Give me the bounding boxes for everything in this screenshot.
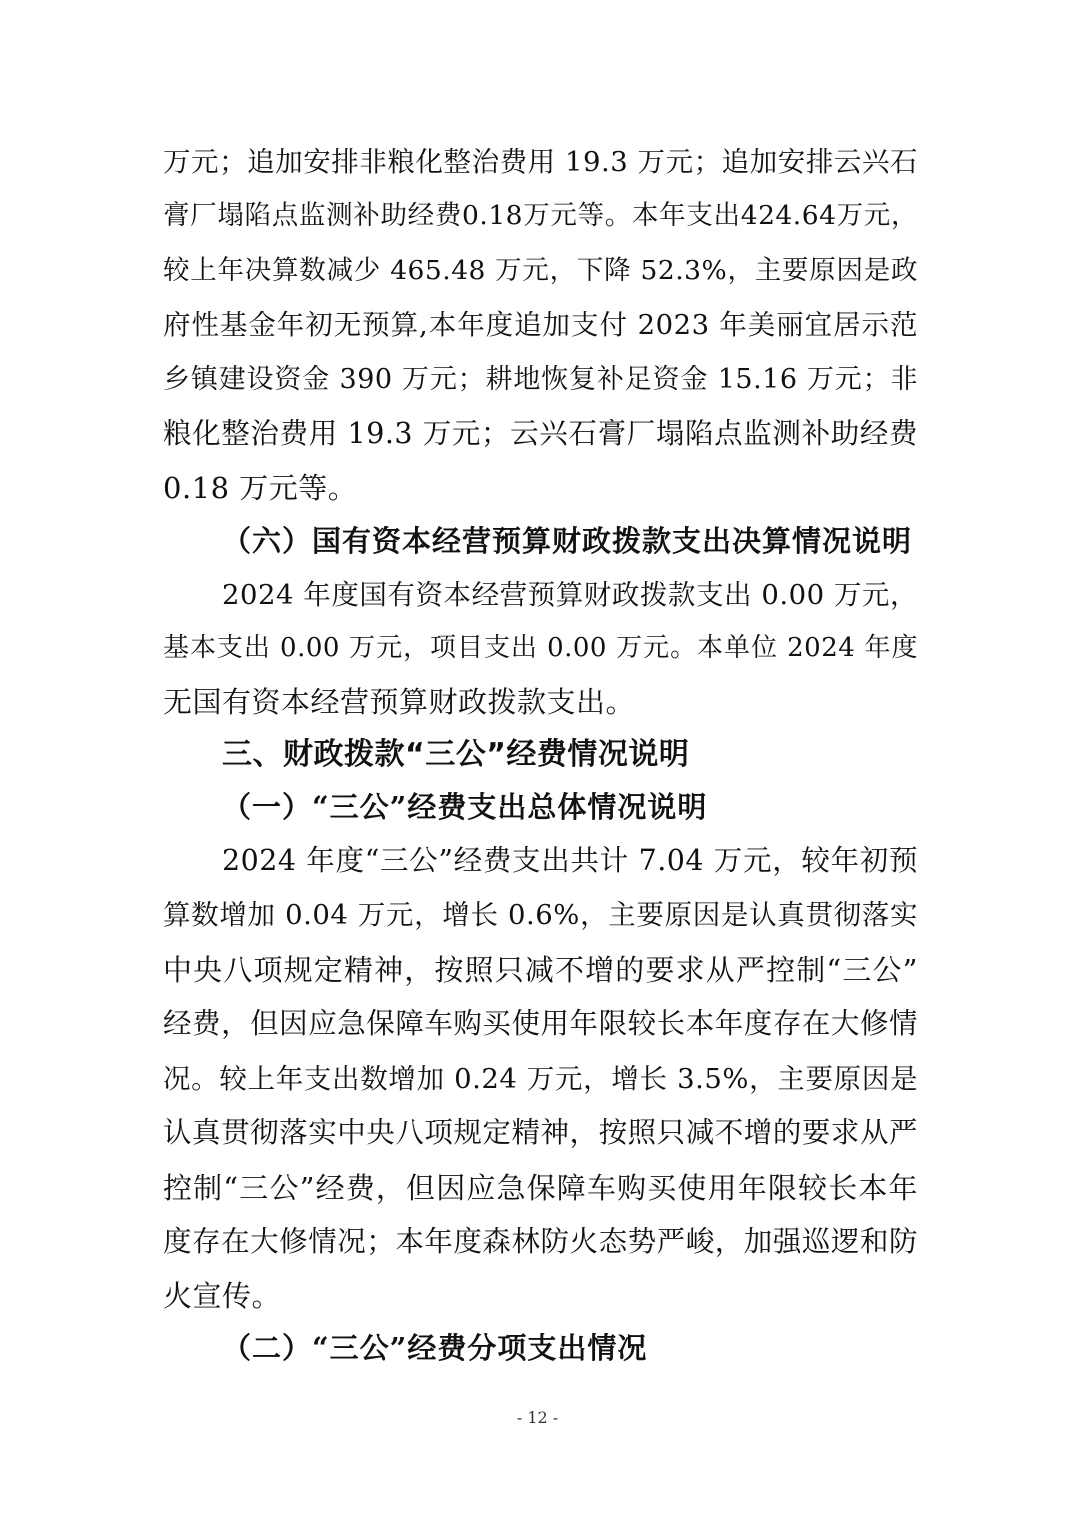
paragraph-line: 粮化整治费用 19.3 万元；云兴石膏厂塌陷点监测补助经费 bbox=[163, 417, 918, 450]
page-number: - 12 - bbox=[516, 1408, 559, 1427]
paragraph-line: 膏厂塌陷点监测补助经费0.18万元等。本年支出424.64万元， bbox=[163, 200, 918, 231]
paragraph-line: 较上年决算数减少 465.48 万元，下降 52.3%，主要原因是政 bbox=[163, 255, 918, 286]
paragraph-line: 中央八项规定精神，按照只减不增的要求从严控制“三公” bbox=[163, 953, 918, 987]
paragraph-line: 无国有资本经营预算财政拨款支出。 bbox=[163, 685, 636, 719]
paragraph-line: 度存在大修情况；本年度森林防火态势严峻，加强巡逻和防 bbox=[163, 1225, 918, 1258]
paragraph-line: 乡镇建设资金 390 万元；耕地恢复补足资金 15.16 万元；非 bbox=[163, 364, 918, 395]
paragraph-line: 算数增加 0.04 万元，增长 0.6%，主要原因是认真贯彻落实 bbox=[163, 899, 918, 931]
paragraph-line: 经费，但因应急保障车购买使用年限较长本年度存在大修情 bbox=[163, 1007, 918, 1040]
subsection-heading-1: （一）“三公”经费支出总体情况说明 bbox=[222, 790, 708, 824]
section-heading-6: （六）国有资本经营预算财政拨款支出决算情况说明 bbox=[222, 524, 913, 558]
subsection-heading-2: （二）“三公”经费分项支出情况 bbox=[222, 1331, 648, 1365]
paragraph-line: 府性基金年初无预算,本年度追加支付 2023 年美丽宜居示范 bbox=[163, 309, 918, 341]
paragraph-line: 基本支出 0.00 万元，项目支出 0.00 万元。本单位 2024 年度 bbox=[163, 633, 918, 663]
paragraph-line: 0.18 万元等。 bbox=[163, 471, 358, 505]
paragraph-line: 认真贯彻落实中央八项规定精神，按照只减不增的要求从严 bbox=[163, 1116, 918, 1149]
paragraph-line: 2024 年度国有资本经营预算财政拨款支出 0.00 万元， bbox=[222, 579, 918, 611]
paragraph-line: 况。较上年支出数增加 0.24 万元，增长 3.5%，主要原因是 bbox=[163, 1063, 918, 1095]
paragraph-line: 火宣传。 bbox=[163, 1279, 282, 1313]
paragraph-line: 控制“三公”经费，但因应急保障车购买使用年限较长本年 bbox=[163, 1171, 918, 1205]
section-heading-3: 三、财政拨款“三公”经费情况说明 bbox=[222, 737, 690, 772]
paragraph-line: 万元；追加安排非粮化整治费用 19.3 万元；追加安排云兴石 bbox=[163, 146, 918, 178]
paragraph-line: 2024 年度“三公”经费支出共计 7.04 万元，较年初预 bbox=[222, 844, 918, 877]
